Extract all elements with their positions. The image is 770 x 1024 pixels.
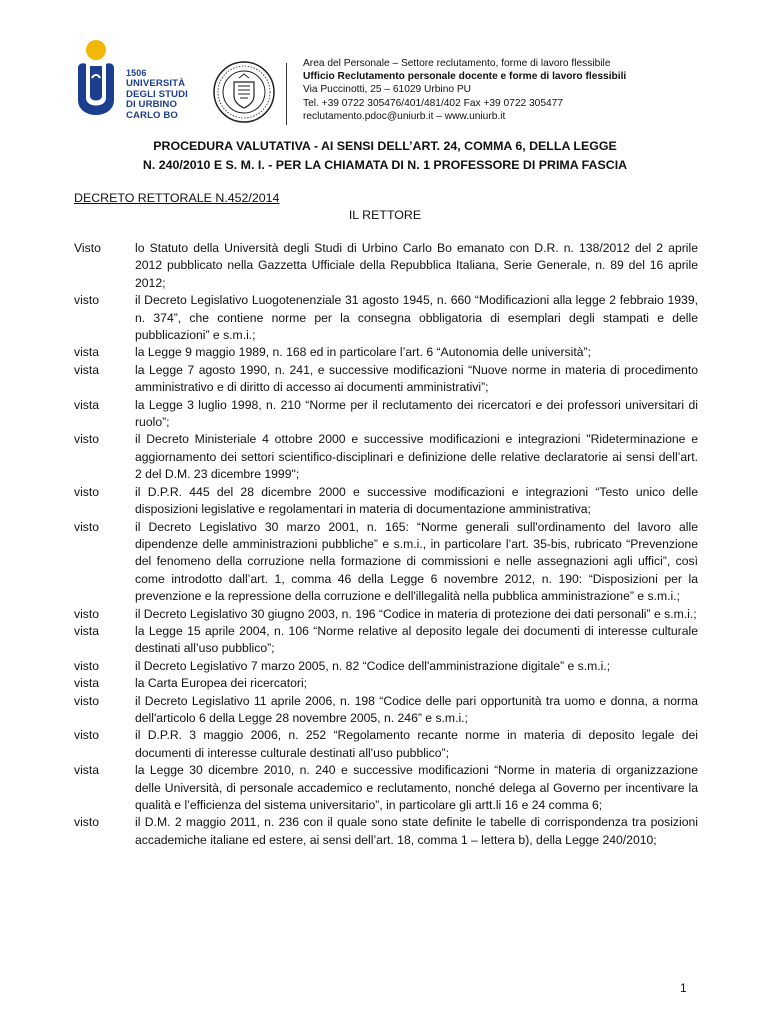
recital-text: il Decreto Legislativo 30 marzo 2001, n. 165: “Norme generali sull'ordinamento del lavoro alle dipendenze delle amministrazioni pubbliche” e s.m.i., in particolare l’art. 35-bis, rubricato “Prevenzione del fenomeno della corruzione nella formazione di commissioni e nelle assegnazioni agli uffici”, così come introdotto dall’art. 1, comma 46 della Legge 6 novembre 2012, n. 190: “Disposizioni per la prevenzione e la repressione della corruzione e dell'illegalità nella pubblica amministrazione” e s.m.i.;: [135, 519, 698, 604]
logo-year: 1506: [126, 68, 147, 78]
university-logo-icon: [72, 38, 120, 126]
office-name: Ufficio Reclutamento personale docente e forme di lavoro flessibili: [303, 71, 627, 83]
office-contacts: reclutamento.pdoc@uniurb.it – www.uniurb.it: [303, 110, 506, 122]
recital-verb: visto: [74, 658, 100, 673]
recital-text: la Legge 3 luglio 1998, n. 210 “Norme per il reclutamento dei ricercatori e dei professori universitari di ruolo”;: [135, 397, 698, 430]
recital-item: [74, 397, 698, 432]
title-line: PROCEDURA VALUTATIVA - AI SENSI DELL’ART. 24, COMMA 6, DELLA LEGGE: [153, 139, 617, 153]
recital-item: [74, 814, 698, 849]
recital-text: la Carta Europea dei ricercatori;: [135, 676, 308, 691]
recital-verb: visto: [74, 484, 100, 499]
recital-text: il Decreto Legislativo Luogotenenziale 31 agosto 1945, n. 660 “Modificazioni alla legge 2 febbraio 1939, n. 374”, che contiene norme per la consegna obbligatoria di esemplari degli stampati e delle pubblicazioni” e s.m.i.;: [135, 293, 698, 343]
recital-verb: visto: [74, 293, 100, 308]
recital-verb: vista: [74, 345, 100, 360]
recital-item: [74, 362, 698, 397]
decree-number: DECRETO RETTORALE N.452/2014: [74, 191, 280, 205]
recital-item: [74, 693, 698, 728]
recital-verb: visto: [74, 606, 100, 621]
recital-text: la Legge 9 maggio 1989, n. 168 ed in particolare l’art. 6 “Autonomia delle università”;: [135, 345, 591, 360]
recital-item: [74, 292, 698, 344]
logo-line: UNIVERSITÀ: [126, 78, 186, 90]
recital-verb: vista: [74, 763, 100, 778]
recital-item: [74, 431, 698, 483]
logo-line: DEGLI STUDI: [126, 88, 188, 100]
recital-item: [74, 762, 698, 814]
recital-text: il Decreto Ministeriale 4 ottobre 2000 e successive modificazioni e integrazioni "Rideterminazione e aggiornamento dei settori scientifico-disciplinari e definizione delle relative declaratorie ai sensi dell’art. 2 del D.M. 23 dicembre 1999";: [135, 432, 698, 482]
recital-text: il D.P.R. 3 maggio 2006, n. 252 “Regolamento recante norme in materia di deposito legale dei documenti di interesse culturale destinati all'uso pubblico”;: [135, 728, 698, 760]
recital-item: [74, 606, 698, 623]
page-number: 1: [680, 981, 687, 995]
recital-verb: vista: [74, 676, 100, 691]
recital-verb: visto: [74, 728, 100, 743]
recital-text: lo Statuto della Università degli Studi di Urbino Carlo Bo emanato con D.R. n. 138/2012 del 2 aprile 2012 pubblicato nella Gazzetta Ufficiale della Repubblica Italiana, Serie Generale, n. 89 del 16 aprile 2012;: [135, 241, 698, 290]
recital-text: la Legge 15 aprile 2004, n. 106 “Norme relative al deposito legale dei documenti di interesse culturale destinati all’uso pubblico”;: [135, 623, 698, 656]
office-area: Area del Personale – Settore reclutamento, forme di lavoro flessibile: [303, 58, 611, 69]
issuer-heading: IL RETTORE: [348, 208, 422, 222]
recital-item: [74, 344, 698, 361]
recital-item: [74, 727, 698, 762]
recital-verb: vista: [74, 397, 100, 412]
recital-text: la Legge 7 agosto 1990, n. 241, e successive modificazioni “Nuove norme in materia di procedimento amministrativo e di diritto di accesso ai documenti amministrativi”;: [135, 362, 698, 395]
title-line: N. 240/2010 E S. M. I. - PER LA CHIAMATA DI N. 1 PROFESSORE DI PRIMA FASCIA: [142, 158, 628, 172]
recital-verb: vista: [74, 362, 100, 377]
office-address-block: [303, 57, 743, 123]
recital-text: il D.P.R. 445 del 28 dicembre 2000 e successive modificazioni e integrazioni “Testo unico delle disposizioni legislative e regolamentari in materia di documentazione amministrativa;: [135, 484, 698, 517]
recital-verb: vista: [74, 623, 100, 638]
logo-line: CARLO BO: [126, 109, 178, 121]
recital-verb: visto: [74, 815, 100, 830]
recital-item: [74, 623, 698, 658]
recital-item: [74, 658, 698, 675]
office-street: Via Puccinotti, 25 – 61029 Urbino PU: [303, 84, 472, 96]
recital-verb: visto: [74, 693, 100, 708]
recital-text: la Legge 30 dicembre 2010, n. 240 e successive modificazioni “Norme in materia di organizzazione delle Università, di personale accademico e reclutamento, nonché delega al Governo per incentivare la qualità e l’efficienza del sistema universitario”, in particolare gli artt.li 16 e 24 comma 6;: [135, 763, 698, 812]
recitals-list: [74, 240, 698, 849]
recital-text: il D.M. 2 maggio 2011, n. 236 con il quale sono state definite le tabelle di corrispondenza tra posizioni accademiche italiane ed estere, ai sensi dell’art. 18, comma 1 – lettera b), della Legge 240/2010;: [135, 815, 698, 847]
recital-verb: visto: [74, 432, 100, 447]
recital-verb: Visto: [74, 241, 101, 255]
logo-line: DI URBINO: [126, 99, 178, 111]
header-divider: [286, 63, 287, 125]
university-seal-icon: [212, 60, 276, 124]
recital-verb: visto: [74, 519, 100, 534]
recital-text: il Decreto Legislativo 7 marzo 2005, n. 82 “Codice dell'amministrazione digitale” e s.m.i.;: [135, 658, 611, 673]
recital-item: [74, 484, 698, 519]
recital-item: [74, 240, 698, 292]
office-phone: Tel. +39 0722 305476/401/481/402 Fax +39 0722 305477: [303, 97, 564, 109]
recital-text: il Decreto Legislativo 30 giugno 2003, n. 196 “Codice in materia di protezione dei dati personali” e s.m.i.;: [135, 606, 697, 621]
recital-text: il Decreto Legislativo 11 aprile 2006, n. 198 “Codice delle pari opportunità tra uomo e donna, a norma dell'articolo 6 della Legge 28 novembre 2005, n. 246” e s.m.i.;: [135, 693, 698, 725]
recital-item: [74, 675, 698, 692]
recital-item: [74, 519, 698, 606]
university-logo-text: [126, 68, 188, 121]
document-title: [60, 137, 710, 175]
